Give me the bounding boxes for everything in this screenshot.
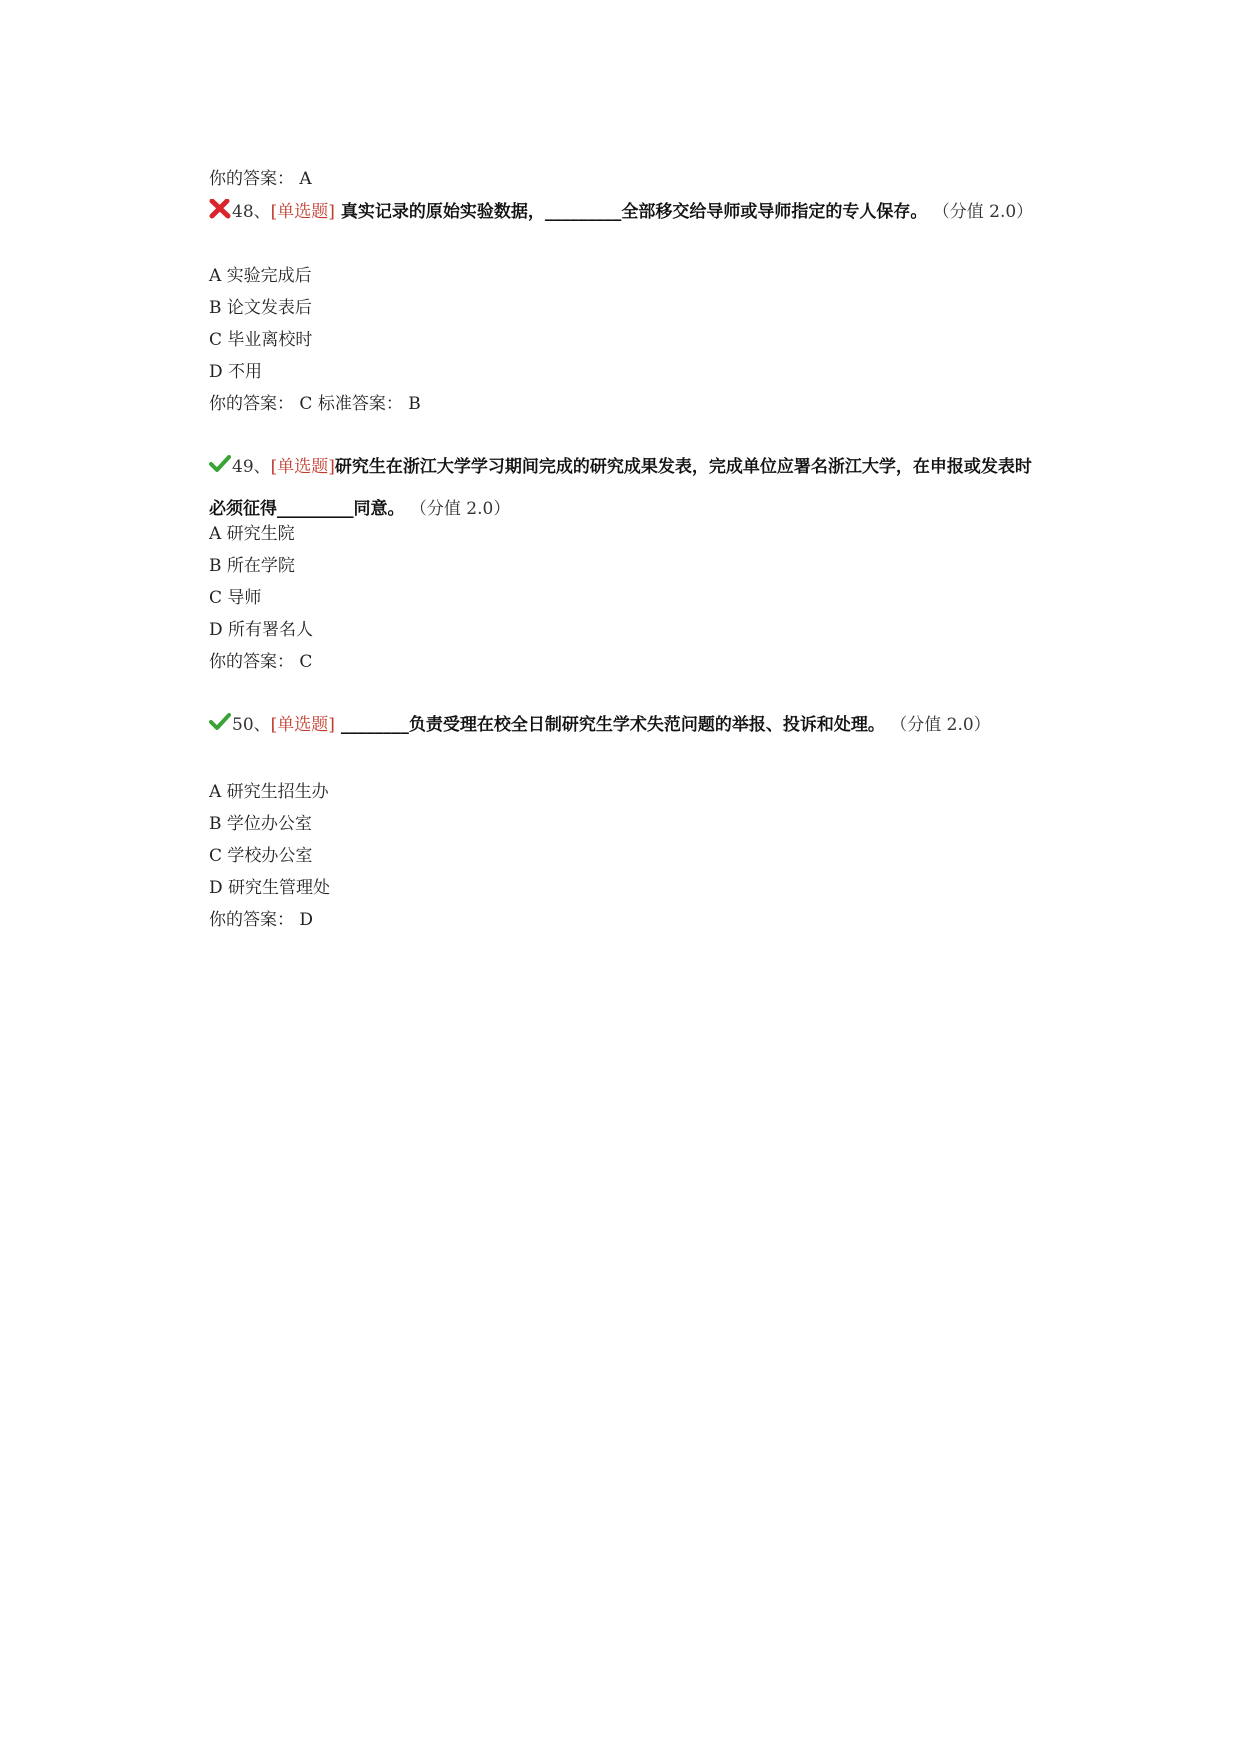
answer-row — [209, 651, 312, 673]
question-text: ________负责受理在校全日制研究生学术失范问题的举报、投诉和处理。 — [334, 715, 885, 735]
option-b: B 论文发表后 — [209, 298, 312, 318]
question-50 — [209, 704, 1039, 746]
check-icon — [209, 448, 231, 468]
question-49 — [209, 446, 1039, 530]
prev-answer-row — [209, 168, 312, 190]
question-score: （分值 2.0） — [890, 715, 991, 735]
check-icon — [209, 706, 231, 726]
question-type: [单选题] — [270, 457, 335, 477]
answer-label: 你的答案： — [209, 910, 294, 930]
question-score: （分值 2.0） — [932, 202, 1034, 222]
question-number: 48、 — [232, 202, 271, 222]
question-type: [单选题] — [270, 202, 335, 222]
option-c: C 导师 — [209, 588, 262, 608]
question-number: 50、 — [232, 715, 271, 735]
standard-answer-label: 标准答案： — [317, 394, 403, 414]
option-d: D 研究生管理处 — [209, 878, 331, 898]
option-d: D 不用 — [209, 362, 263, 382]
question-score: （分值 2.0） — [409, 499, 511, 519]
option-c: C 学校办公室 — [209, 846, 313, 866]
option-a: A 研究生院 — [209, 524, 295, 544]
answer-value: C — [299, 652, 313, 672]
answer-row — [209, 909, 313, 931]
answer-value: A — [299, 169, 312, 189]
standard-answer-value: B — [408, 394, 421, 414]
question-text: 真实记录的原始实验数据，_________全部移交给导师或导师指定的专人保存。 — [334, 202, 928, 222]
option-b: B 学位办公室 — [209, 814, 312, 834]
answer-label: 你的答案： — [209, 169, 294, 189]
option-c: C 毕业离校时 — [209, 330, 313, 350]
question-48 — [209, 199, 1039, 224]
option-a: A 研究生招生办 — [209, 782, 329, 802]
wrong-icon — [209, 199, 231, 219]
answer-label: 你的答案： — [209, 394, 294, 414]
answer-value: C — [299, 394, 313, 414]
answer-row — [209, 393, 421, 415]
question-number: 49、 — [232, 457, 271, 477]
option-b: B 所在学院 — [209, 556, 295, 576]
answer-value: D — [299, 910, 314, 930]
option-d: D 所有署名人 — [209, 620, 314, 640]
question-type: [单选题] — [270, 715, 335, 735]
answer-label: 你的答案： — [209, 652, 294, 672]
question-text: 研究生在浙江大学学习期间完成的研究成果发表，完成单位应署名浙江大学，在申报或发表时必须征得_________同意。 — [209, 457, 1032, 519]
option-a: A 实验完成后 — [209, 266, 312, 286]
